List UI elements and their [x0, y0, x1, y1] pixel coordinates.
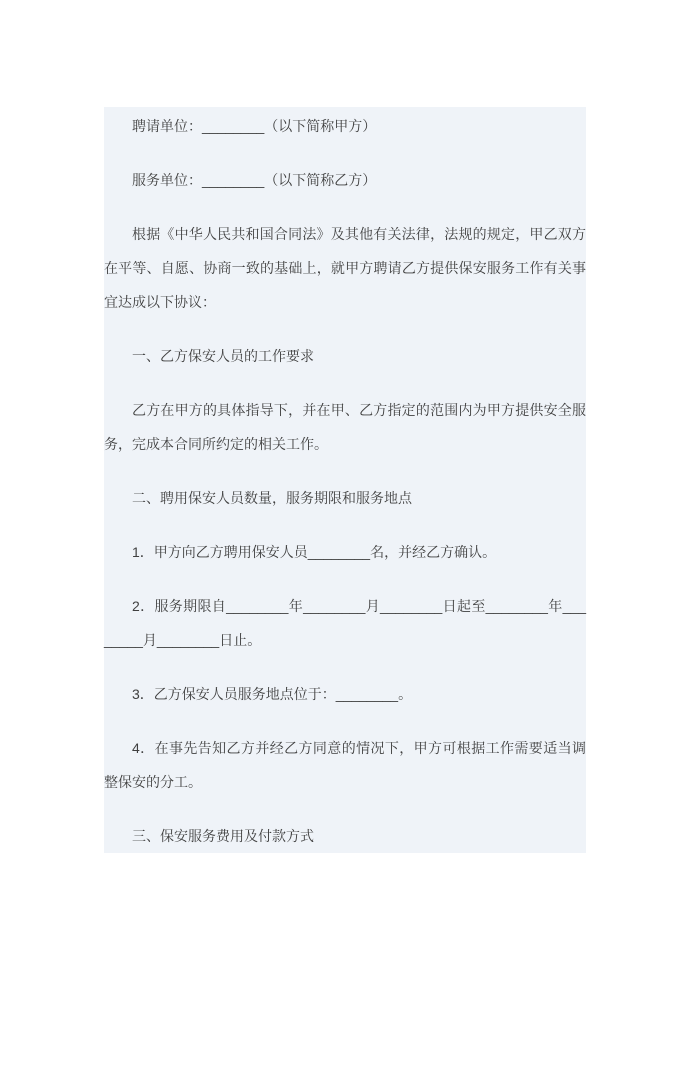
- section-1-heading: 一、乙方保安人员的工作要求: [132, 348, 314, 364]
- party-a-line: 聘请单位：________（以下简称甲方）: [132, 118, 377, 134]
- section-2-item-2: 2．服务期限自________年________月________日起至________年________月________日止。: [104, 598, 586, 648]
- section-2-item-4: 4．在事先告知乙方并经乙方同意的情况下，甲方可根据工作需要适当调整保安的分工。: [104, 740, 586, 790]
- contract-document: [104, 107, 586, 853]
- party-b-line: 服务单位：________（以下简称乙方）: [132, 172, 377, 188]
- section-2-heading: 二、聘用保安人员数量，服务期限和服务地点: [132, 490, 412, 506]
- section-2-item-3: 3．乙方保安人员服务地点位于：________。: [132, 686, 413, 702]
- section-3-heading: 三、保安服务费用及付款方式: [132, 828, 314, 844]
- preamble: 根据《中华人民共和国合同法》及其他有关法律，法规的规定，甲乙双方在平等、自愿、协商一致的基础上，就甲方聘请乙方提供保安服务工作有关事宜达成以下协议：: [104, 226, 586, 310]
- section-1-body: 乙方在甲方的具体指导下，并在甲、乙方指定的范围内为甲方提供安全服务，完成本合同所约定的相关工作。: [104, 402, 586, 452]
- section-2-item-1: 1．甲方向乙方聘用保安人员________名，并经乙方确认。: [132, 544, 497, 560]
- page-background: [0, 107, 690, 1083]
